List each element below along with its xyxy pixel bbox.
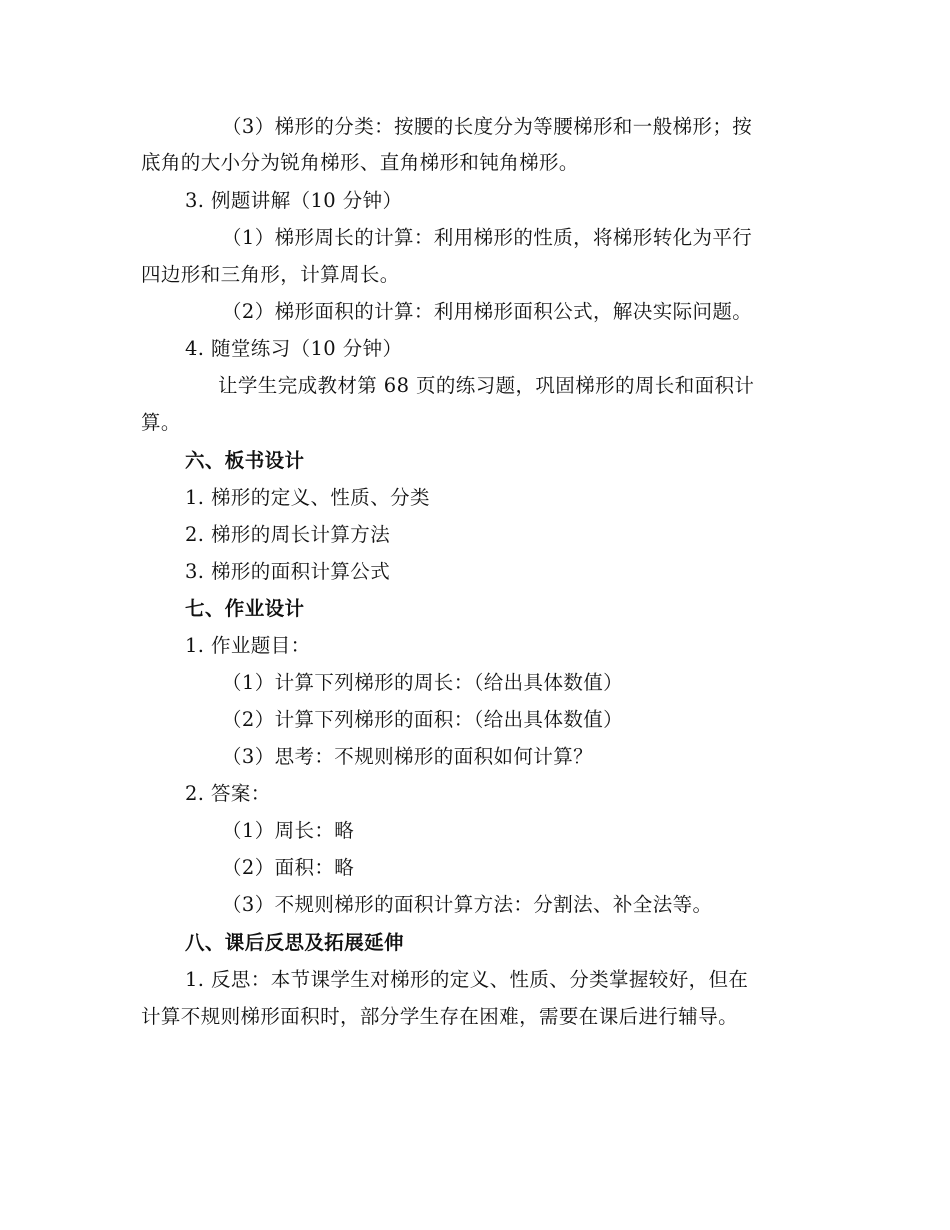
reflection-line-2: 计算不规则梯形面积时，部分学生存在困难，需要在课后进行辅导。: [141, 1005, 739, 1028]
reflection-line-1: 1. 反思：本节课学生对梯形的定义、性质、分类掌握较好，但在: [185, 968, 749, 991]
paragraph-classification-line-2: 底角的大小分为锐角梯形、直角梯形和钝角梯形。: [141, 151, 579, 174]
item-class-practice: 4. 随堂练习（10 分钟）: [185, 337, 403, 360]
homework-question-2: （2）计算下列梯形的面积：（给出具体数值）: [222, 708, 624, 731]
homework-answer-1: （1）周长：略: [222, 819, 355, 842]
section-heading-homework-design: 七、作业设计: [185, 597, 305, 620]
homework-item-questions: 1. 作业题目：: [185, 634, 311, 657]
paragraph-classification-line-1: （3）梯形的分类：按腰的长度分为等腰梯形和一般梯形；按: [222, 115, 753, 138]
homework-question-3: （3）思考：不规则梯形的面积如何计算？: [222, 745, 594, 768]
paragraph-perimeter-line-1: （1）梯形周长的计算：利用梯形的性质，将梯形转化为平行: [222, 226, 753, 249]
homework-question-1: （1）计算下列梯形的周长：（给出具体数值）: [222, 671, 624, 694]
paragraph-perimeter-line-2: 四边形和三角形，计算周长。: [141, 263, 400, 286]
homework-answer-2: （2）面积：略: [222, 856, 355, 879]
paragraph-practice-line-1: 让学生完成教材第 68 页的练习题，巩固梯形的周长和面积计: [218, 374, 755, 397]
paragraph-practice-line-2: 算。: [141, 411, 181, 434]
homework-item-answers: 2. 答案：: [185, 782, 271, 805]
board-item-1: 1. 梯形的定义、性质、分类: [185, 486, 430, 509]
homework-answer-3: （3）不规则梯形的面积计算方法：分割法、补全法等。: [222, 893, 713, 916]
section-heading-reflection: 八、课后反思及拓展延伸: [185, 931, 404, 954]
board-item-3: 3. 梯形的面积计算公式: [185, 560, 391, 583]
paragraph-area: （2）梯形面积的计算：利用梯形面积公式，解决实际问题。: [222, 300, 753, 323]
section-heading-board-design: 六、板书设计: [185, 449, 305, 472]
board-item-2: 2. 梯形的周长计算方法: [185, 523, 391, 546]
item-example-explanation: 3. 例题讲解（10 分钟）: [185, 189, 403, 212]
